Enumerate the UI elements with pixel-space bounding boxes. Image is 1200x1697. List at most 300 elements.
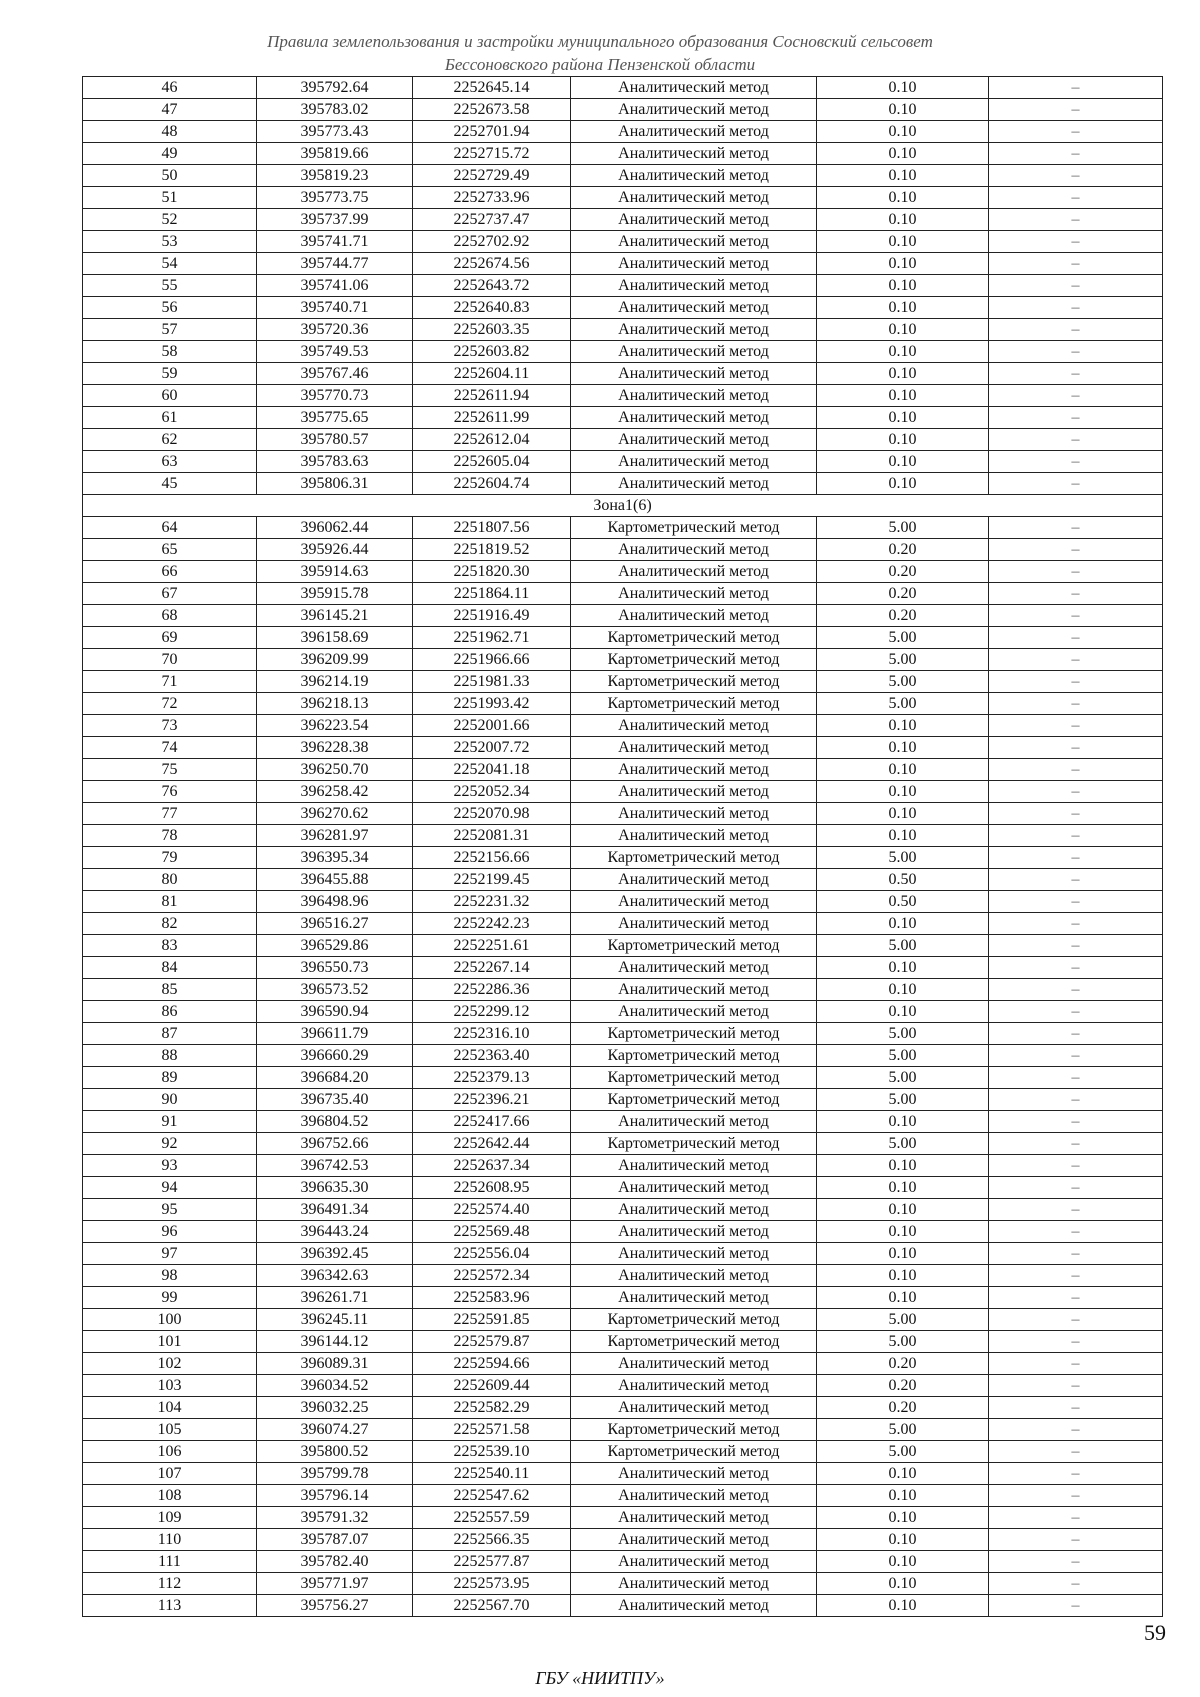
point-number-cell: 83: [83, 935, 257, 957]
table-row: [83, 1199, 1163, 1221]
y-coordinate-cell: 2252379.13: [413, 1067, 571, 1089]
description-cell: –: [989, 1573, 1163, 1595]
table-row: [83, 913, 1163, 935]
description-cell: –: [989, 1353, 1163, 1375]
point-number-cell: 96: [83, 1221, 257, 1243]
point-number-cell: 46: [83, 77, 257, 99]
x-coordinate-cell: 395806.31: [257, 473, 413, 495]
zone-label: Зона1(6): [83, 495, 1163, 517]
table-row: [83, 935, 1163, 957]
accuracy-cell: 0.10: [817, 429, 989, 451]
accuracy-cell: 5.00: [817, 627, 989, 649]
accuracy-cell: 0.10: [817, 253, 989, 275]
x-coordinate-cell: 396281.97: [257, 825, 413, 847]
x-coordinate-cell: 396270.62: [257, 803, 413, 825]
x-coordinate-cell: 396498.96: [257, 891, 413, 913]
table-row: [83, 891, 1163, 913]
x-coordinate-cell: 395914.63: [257, 561, 413, 583]
table-row: [83, 1463, 1163, 1485]
method-cell: Аналитический метод: [571, 869, 817, 891]
point-number-cell: 87: [83, 1023, 257, 1045]
point-number-cell: 64: [83, 517, 257, 539]
accuracy-cell: 5.00: [817, 671, 989, 693]
x-coordinate-cell: 395819.23: [257, 165, 413, 187]
accuracy-cell: 0.10: [817, 979, 989, 1001]
point-number-cell: 48: [83, 121, 257, 143]
table-row: [83, 539, 1163, 561]
x-coordinate-cell: 396611.79: [257, 1023, 413, 1045]
accuracy-cell: 0.50: [817, 891, 989, 913]
description-cell: –: [989, 517, 1163, 539]
table-row: [83, 1111, 1163, 1133]
y-coordinate-cell: 2252156.66: [413, 847, 571, 869]
description-cell: –: [989, 1045, 1163, 1067]
point-number-cell: 69: [83, 627, 257, 649]
method-cell: Картометрический метод: [571, 1089, 817, 1111]
method-cell: Аналитический метод: [571, 913, 817, 935]
accuracy-cell: 0.50: [817, 869, 989, 891]
y-coordinate-cell: 2251993.42: [413, 693, 571, 715]
x-coordinate-cell: 396684.20: [257, 1067, 413, 1089]
description-cell: –: [989, 319, 1163, 341]
table-row: [83, 451, 1163, 473]
y-coordinate-cell: 2252640.83: [413, 297, 571, 319]
point-number-cell: 112: [83, 1573, 257, 1595]
description-cell: –: [989, 649, 1163, 671]
table-row: [83, 957, 1163, 979]
x-coordinate-cell: 396529.86: [257, 935, 413, 957]
y-coordinate-cell: 2252604.74: [413, 473, 571, 495]
accuracy-cell: 0.20: [817, 539, 989, 561]
table-row: [83, 429, 1163, 451]
point-number-cell: 95: [83, 1199, 257, 1221]
point-number-cell: 61: [83, 407, 257, 429]
point-number-cell: 77: [83, 803, 257, 825]
y-coordinate-cell: 2252417.66: [413, 1111, 571, 1133]
y-coordinate-cell: 2252612.04: [413, 429, 571, 451]
point-number-cell: 111: [83, 1551, 257, 1573]
accuracy-cell: 0.10: [817, 451, 989, 473]
accuracy-cell: 0.10: [817, 319, 989, 341]
table-row: [83, 759, 1163, 781]
x-coordinate-cell: 395792.64: [257, 77, 413, 99]
table-row: [83, 803, 1163, 825]
y-coordinate-cell: 2252363.40: [413, 1045, 571, 1067]
y-coordinate-cell: 2251981.33: [413, 671, 571, 693]
accuracy-cell: 0.10: [817, 957, 989, 979]
point-number-cell: 47: [83, 99, 257, 121]
accuracy-cell: 0.10: [817, 341, 989, 363]
method-cell: Аналитический метод: [571, 539, 817, 561]
page-footer: ГБУ «НИИТПУ»: [535, 1668, 665, 1688]
table-row: [83, 1067, 1163, 1089]
x-coordinate-cell: 396245.11: [257, 1309, 413, 1331]
x-coordinate-cell: 396573.52: [257, 979, 413, 1001]
y-coordinate-cell: 2252715.72: [413, 143, 571, 165]
x-coordinate-cell: 396342.63: [257, 1265, 413, 1287]
table-row: [83, 1243, 1163, 1265]
y-coordinate-cell: 2252242.23: [413, 913, 571, 935]
description-cell: –: [989, 561, 1163, 583]
y-coordinate-cell: 2252566.35: [413, 1529, 571, 1551]
description-cell: –: [989, 671, 1163, 693]
accuracy-cell: 0.10: [817, 1001, 989, 1023]
y-coordinate-cell: 2252547.62: [413, 1485, 571, 1507]
point-number-cell: 68: [83, 605, 257, 627]
method-cell: Аналитический метод: [571, 957, 817, 979]
table-row: [83, 1155, 1163, 1177]
x-coordinate-cell: 395780.57: [257, 429, 413, 451]
description-cell: –: [989, 759, 1163, 781]
description-cell: –: [989, 1089, 1163, 1111]
y-coordinate-cell: 2252556.04: [413, 1243, 571, 1265]
description-cell: –: [989, 143, 1163, 165]
x-coordinate-cell: 395770.73: [257, 385, 413, 407]
accuracy-cell: 0.10: [817, 231, 989, 253]
method-cell: Аналитический метод: [571, 1397, 817, 1419]
point-number-cell: 59: [83, 363, 257, 385]
x-coordinate-cell: 396443.24: [257, 1221, 413, 1243]
accuracy-cell: 0.10: [817, 1111, 989, 1133]
table-row: [83, 583, 1163, 605]
method-cell: Аналитический метод: [571, 1177, 817, 1199]
y-coordinate-cell: 2252540.11: [413, 1463, 571, 1485]
description-cell: –: [989, 1331, 1163, 1353]
table-row: [83, 165, 1163, 187]
accuracy-cell: 0.10: [817, 473, 989, 495]
table-row: [83, 847, 1163, 869]
method-cell: Аналитический метод: [571, 187, 817, 209]
table-row: [83, 671, 1163, 693]
accuracy-cell: 0.10: [817, 1595, 989, 1617]
description-cell: –: [989, 1001, 1163, 1023]
description-cell: –: [989, 1375, 1163, 1397]
accuracy-cell: 0.10: [817, 77, 989, 99]
accuracy-cell: 0.10: [817, 121, 989, 143]
point-number-cell: 88: [83, 1045, 257, 1067]
table-row: [83, 407, 1163, 429]
x-coordinate-cell: 395775.65: [257, 407, 413, 429]
accuracy-cell: 0.10: [817, 715, 989, 737]
description-cell: –: [989, 869, 1163, 891]
x-coordinate-cell: 396062.44: [257, 517, 413, 539]
description-cell: –: [989, 1199, 1163, 1221]
description-cell: –: [989, 605, 1163, 627]
accuracy-cell: 0.10: [817, 1463, 989, 1485]
point-number-cell: 49: [83, 143, 257, 165]
accuracy-cell: 0.10: [817, 99, 989, 121]
method-cell: Аналитический метод: [571, 1529, 817, 1551]
x-coordinate-cell: 395926.44: [257, 539, 413, 561]
accuracy-cell: 0.20: [817, 1397, 989, 1419]
description-cell: –: [989, 891, 1163, 913]
point-number-cell: 98: [83, 1265, 257, 1287]
x-coordinate-cell: 395749.53: [257, 341, 413, 363]
method-cell: Аналитический метод: [571, 1155, 817, 1177]
point-number-cell: 86: [83, 1001, 257, 1023]
table-row: [83, 1265, 1163, 1287]
x-coordinate-cell: 395791.32: [257, 1507, 413, 1529]
y-coordinate-cell: 2252539.10: [413, 1441, 571, 1463]
point-number-cell: 92: [83, 1133, 257, 1155]
table-row: [83, 209, 1163, 231]
y-coordinate-cell: 2251916.49: [413, 605, 571, 627]
point-number-cell: 106: [83, 1441, 257, 1463]
point-number-cell: 82: [83, 913, 257, 935]
accuracy-cell: 5.00: [817, 1067, 989, 1089]
description-cell: –: [989, 1595, 1163, 1617]
point-number-cell: 45: [83, 473, 257, 495]
method-cell: Аналитический метод: [571, 1199, 817, 1221]
point-number-cell: 79: [83, 847, 257, 869]
point-number-cell: 72: [83, 693, 257, 715]
table-row: [83, 1551, 1163, 1573]
table-row: [83, 715, 1163, 737]
x-coordinate-cell: 396074.27: [257, 1419, 413, 1441]
x-coordinate-cell: 396144.12: [257, 1331, 413, 1353]
accuracy-cell: 0.10: [817, 1243, 989, 1265]
y-coordinate-cell: 2251820.30: [413, 561, 571, 583]
method-cell: Аналитический метод: [571, 1001, 817, 1023]
x-coordinate-cell: 396250.70: [257, 759, 413, 781]
accuracy-cell: 5.00: [817, 1331, 989, 1353]
point-number-cell: 70: [83, 649, 257, 671]
description-cell: –: [989, 165, 1163, 187]
method-cell: Аналитический метод: [571, 1265, 817, 1287]
y-coordinate-cell: 2252737.47: [413, 209, 571, 231]
point-number-cell: 55: [83, 275, 257, 297]
x-coordinate-cell: 395771.97: [257, 1573, 413, 1595]
description-cell: –: [989, 1023, 1163, 1045]
method-cell: Аналитический метод: [571, 99, 817, 121]
method-cell: Аналитический метод: [571, 583, 817, 605]
description-cell: –: [989, 847, 1163, 869]
point-number-cell: 74: [83, 737, 257, 759]
point-number-cell: 85: [83, 979, 257, 1001]
x-coordinate-cell: 396158.69: [257, 627, 413, 649]
method-cell: Картометрический метод: [571, 1133, 817, 1155]
accuracy-cell: 0.20: [817, 583, 989, 605]
method-cell: Аналитический метод: [571, 781, 817, 803]
description-cell: –: [989, 209, 1163, 231]
x-coordinate-cell: 396395.34: [257, 847, 413, 869]
point-number-cell: 62: [83, 429, 257, 451]
y-coordinate-cell: 2252231.32: [413, 891, 571, 913]
point-number-cell: 101: [83, 1331, 257, 1353]
table-row: [83, 649, 1163, 671]
method-cell: Аналитический метод: [571, 605, 817, 627]
accuracy-cell: 0.10: [817, 275, 989, 297]
table-row: [83, 1001, 1163, 1023]
point-number-cell: 65: [83, 539, 257, 561]
description-cell: –: [989, 1177, 1163, 1199]
point-number-cell: 110: [83, 1529, 257, 1551]
method-cell: Аналитический метод: [571, 1243, 817, 1265]
y-coordinate-cell: 2252577.87: [413, 1551, 571, 1573]
accuracy-cell: 0.10: [817, 1265, 989, 1287]
x-coordinate-cell: 395756.27: [257, 1595, 413, 1617]
table-row: [83, 1573, 1163, 1595]
y-coordinate-cell: 2252001.66: [413, 715, 571, 737]
method-cell: Аналитический метод: [571, 1507, 817, 1529]
accuracy-cell: 0.10: [817, 1199, 989, 1221]
x-coordinate-cell: 396804.52: [257, 1111, 413, 1133]
method-cell: Картометрический метод: [571, 1309, 817, 1331]
method-cell: Аналитический метод: [571, 825, 817, 847]
y-coordinate-cell: 2252643.72: [413, 275, 571, 297]
accuracy-cell: 0.10: [817, 1485, 989, 1507]
table-row: [83, 473, 1163, 495]
description-cell: –: [989, 1133, 1163, 1155]
y-coordinate-cell: 2252702.92: [413, 231, 571, 253]
x-coordinate-cell: 396032.25: [257, 1397, 413, 1419]
method-cell: Картометрический метод: [571, 517, 817, 539]
y-coordinate-cell: 2252673.58: [413, 99, 571, 121]
table-row: [83, 1375, 1163, 1397]
point-number-cell: 104: [83, 1397, 257, 1419]
x-coordinate-cell: 396392.45: [257, 1243, 413, 1265]
table-row: [83, 869, 1163, 891]
point-number-cell: 67: [83, 583, 257, 605]
y-coordinate-cell: 2252582.29: [413, 1397, 571, 1419]
method-cell: Аналитический метод: [571, 319, 817, 341]
table-row: [83, 319, 1163, 341]
description-cell: –: [989, 627, 1163, 649]
y-coordinate-cell: 2252070.98: [413, 803, 571, 825]
point-number-cell: 57: [83, 319, 257, 341]
accuracy-cell: 5.00: [817, 1133, 989, 1155]
accuracy-cell: 5.00: [817, 1441, 989, 1463]
method-cell: Аналитический метод: [571, 231, 817, 253]
y-coordinate-cell: 2252609.44: [413, 1375, 571, 1397]
method-cell: Картометрический метод: [571, 671, 817, 693]
accuracy-cell: 0.10: [817, 1573, 989, 1595]
y-coordinate-cell: 2251819.52: [413, 539, 571, 561]
x-coordinate-cell: 396590.94: [257, 1001, 413, 1023]
method-cell: Аналитический метод: [571, 737, 817, 759]
y-coordinate-cell: 2252604.11: [413, 363, 571, 385]
table-row: [83, 1221, 1163, 1243]
accuracy-cell: 0.10: [817, 1529, 989, 1551]
method-cell: Аналитический метод: [571, 429, 817, 451]
accuracy-cell: 5.00: [817, 1309, 989, 1331]
point-number-cell: 91: [83, 1111, 257, 1133]
y-coordinate-cell: 2252041.18: [413, 759, 571, 781]
method-cell: Аналитический метод: [571, 759, 817, 781]
description-cell: –: [989, 1221, 1163, 1243]
y-coordinate-cell: 2252572.34: [413, 1265, 571, 1287]
y-coordinate-cell: 2252594.66: [413, 1353, 571, 1375]
table-row: [83, 1133, 1163, 1155]
accuracy-cell: 0.20: [817, 1375, 989, 1397]
accuracy-cell: 0.10: [817, 759, 989, 781]
accuracy-cell: 0.10: [817, 825, 989, 847]
description-cell: –: [989, 957, 1163, 979]
accuracy-cell: 0.10: [817, 1507, 989, 1529]
table-row: [83, 143, 1163, 165]
x-coordinate-cell: 395799.78: [257, 1463, 413, 1485]
accuracy-cell: 0.10: [817, 407, 989, 429]
point-number-cell: 66: [83, 561, 257, 583]
method-cell: Картометрический метод: [571, 1023, 817, 1045]
x-coordinate-cell: 396209.99: [257, 649, 413, 671]
method-cell: Картометрический метод: [571, 1067, 817, 1089]
table-row: [83, 561, 1163, 583]
description-cell: –: [989, 253, 1163, 275]
accuracy-cell: 0.10: [817, 165, 989, 187]
description-cell: –: [989, 121, 1163, 143]
description-cell: –: [989, 1507, 1163, 1529]
table-row: [83, 1331, 1163, 1353]
y-coordinate-cell: 2252251.61: [413, 935, 571, 957]
description-cell: –: [989, 1441, 1163, 1463]
y-coordinate-cell: 2252611.94: [413, 385, 571, 407]
description-cell: –: [989, 1485, 1163, 1507]
x-coordinate-cell: 395740.71: [257, 297, 413, 319]
method-cell: Аналитический метод: [571, 77, 817, 99]
method-cell: Картометрический метод: [571, 1441, 817, 1463]
table-row: [83, 253, 1163, 275]
accuracy-cell: 0.10: [817, 363, 989, 385]
coordinates-table: [82, 76, 1163, 1617]
point-number-cell: 73: [83, 715, 257, 737]
y-coordinate-cell: 2252611.99: [413, 407, 571, 429]
point-number-cell: 93: [83, 1155, 257, 1177]
description-cell: –: [989, 979, 1163, 1001]
x-coordinate-cell: 395767.46: [257, 363, 413, 385]
accuracy-cell: 5.00: [817, 935, 989, 957]
y-coordinate-cell: 2252591.85: [413, 1309, 571, 1331]
accuracy-cell: 5.00: [817, 649, 989, 671]
y-coordinate-cell: 2251962.71: [413, 627, 571, 649]
y-coordinate-cell: 2251966.66: [413, 649, 571, 671]
point-number-cell: 76: [83, 781, 257, 803]
table-row: [83, 385, 1163, 407]
header-line-1: Правила землепользования и застройки муниципального образования Сосновский сельсовет: [267, 32, 933, 51]
description-cell: –: [989, 1287, 1163, 1309]
description-cell: –: [989, 1463, 1163, 1485]
table-row: [83, 1397, 1163, 1419]
accuracy-cell: 0.20: [817, 605, 989, 627]
x-coordinate-cell: 396635.30: [257, 1177, 413, 1199]
description-cell: –: [989, 1309, 1163, 1331]
x-coordinate-cell: 395720.36: [257, 319, 413, 341]
y-coordinate-cell: 2252052.34: [413, 781, 571, 803]
method-cell: Картометрический метод: [571, 1331, 817, 1353]
table-row: [83, 187, 1163, 209]
description-cell: –: [989, 231, 1163, 253]
x-coordinate-cell: 395783.02: [257, 99, 413, 121]
accuracy-cell: 0.10: [817, 1287, 989, 1309]
table-row: [83, 737, 1163, 759]
description-cell: –: [989, 1155, 1163, 1177]
description-cell: –: [989, 473, 1163, 495]
method-cell: Аналитический метод: [571, 1595, 817, 1617]
table-row: [83, 1529, 1163, 1551]
y-coordinate-cell: 2252583.96: [413, 1287, 571, 1309]
method-cell: Аналитический метод: [571, 209, 817, 231]
y-coordinate-cell: 2252267.14: [413, 957, 571, 979]
y-coordinate-cell: 2252608.95: [413, 1177, 571, 1199]
x-coordinate-cell: 396516.27: [257, 913, 413, 935]
x-coordinate-cell: 395773.75: [257, 187, 413, 209]
description-cell: –: [989, 363, 1163, 385]
x-coordinate-cell: 395783.63: [257, 451, 413, 473]
accuracy-cell: 5.00: [817, 1419, 989, 1441]
description-cell: –: [989, 1551, 1163, 1573]
description-cell: –: [989, 1111, 1163, 1133]
method-cell: Картометрический метод: [571, 1419, 817, 1441]
